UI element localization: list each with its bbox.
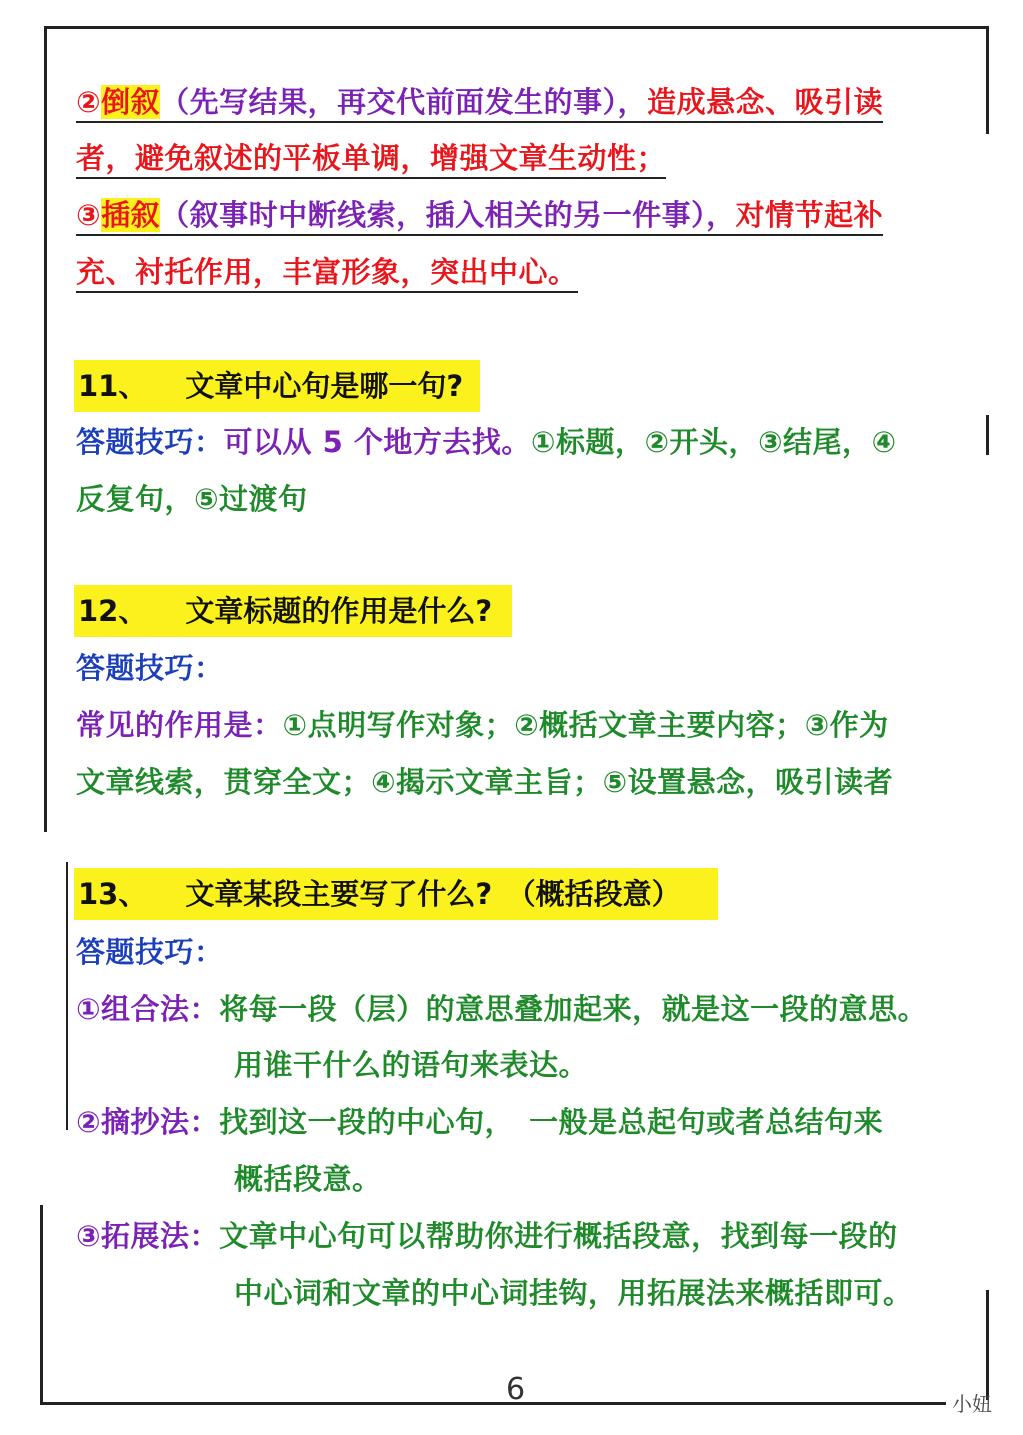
q13-m2-label: ②摘抄法：: [76, 1105, 220, 1139]
q12-common-line2: 文章线索，贯穿全文；④揭示文章主旨；⑤设置悬念，吸引读者: [76, 765, 894, 799]
q13-number: 13、: [78, 877, 148, 911]
q11-tip-line1: [76, 420, 897, 464]
q13-heading: [74, 868, 718, 920]
q13-m3-text1: 文章中心句可以帮助你进行概括段意，找到每一段的: [219, 1219, 898, 1253]
item2-term: 倒叙: [101, 85, 161, 119]
q11-tip-text1b: ①标题，②开头，③结尾，④: [530, 425, 897, 459]
q12-heading: [74, 585, 512, 637]
item2-effect2: 者，避免叙述的平板单调，增强文章生动性；: [76, 141, 666, 179]
narration-item2-line1: [76, 80, 883, 124]
q13-m3-label: ③拓展法：: [76, 1219, 220, 1253]
narration-item3-line1: [76, 193, 883, 237]
frame-right-top: [986, 26, 989, 134]
q13-method1-line1: [76, 987, 927, 1031]
q13-tip-label: 答题技巧：: [76, 935, 224, 969]
narration-item2-line2: [76, 136, 666, 180]
frame-bottom: [40, 1402, 946, 1405]
q12-question: 文章标题的作用是什么?: [185, 594, 493, 628]
item3-effect1: 对情节起补: [735, 198, 884, 232]
q11-tip-label: 答题技巧：: [76, 425, 224, 459]
q13-m1-text2: 用谁干什么的语句来表达。: [234, 1048, 589, 1082]
frame-right-mid: [986, 415, 989, 455]
q12-number: 12、: [78, 594, 148, 628]
item3-effect2: 充、衬托作用，丰富形象，突出中心。: [76, 255, 578, 293]
q11-question: 文章中心句是哪一句?: [185, 369, 464, 403]
frame-top: [44, 26, 988, 29]
q12-common-label: 常见的作用是：: [76, 708, 283, 742]
item2-effect1: 造成悬念、吸引读: [647, 85, 884, 119]
q11-tip-text1: 可以从 5 个地方去找。: [223, 425, 531, 459]
item3-marker: ③: [76, 198, 102, 232]
item2-paren: （先写结果，再交代前面发生的事），: [160, 85, 648, 119]
q11-number: 11、: [78, 369, 148, 403]
q13-m3-text2: 中心词和文章的中心词挂钩，用拓展法来概括即可。: [234, 1276, 913, 1310]
q13-question: 文章某段主要写了什么? （概括段意）: [185, 877, 681, 911]
q13-method3-line1: [76, 1214, 898, 1258]
frame-left-inner: [66, 862, 68, 1130]
q11-tip-line2: 反复句，⑤过渡句: [76, 482, 308, 516]
frame-left-top: [44, 26, 47, 832]
watermark: 小妞: [952, 1392, 992, 1416]
q12-common-line1: [76, 703, 889, 747]
item3-term: 插叙: [101, 198, 161, 232]
item2-marker: ②: [76, 85, 102, 119]
q12-tip-label: 答题技巧：: [76, 651, 224, 685]
frame-left-bottom: [40, 1205, 43, 1405]
q13-m1-text1: 将每一段（层）的意思叠加起来，就是这一段的意思。: [219, 992, 928, 1026]
q13-m2-text2: 概括段意。: [234, 1162, 382, 1196]
q13-m2-text1: 找到这一段的中心句， 一般是总起句或者总结句来: [219, 1105, 884, 1139]
frame-right-bottom: [986, 1290, 989, 1400]
page-number: 6: [506, 1372, 526, 1407]
q11-heading: [74, 360, 480, 412]
q13-method2-line1: [76, 1100, 883, 1144]
q12-common-text1: ①点明写作对象；②概括文章主要内容；③作为: [282, 708, 889, 742]
item3-paren: （叙事时中断线索，插入相关的另一件事），: [160, 198, 736, 232]
narration-item3-line2: [76, 250, 578, 294]
q13-m1-label: ①组合法：: [76, 992, 220, 1026]
